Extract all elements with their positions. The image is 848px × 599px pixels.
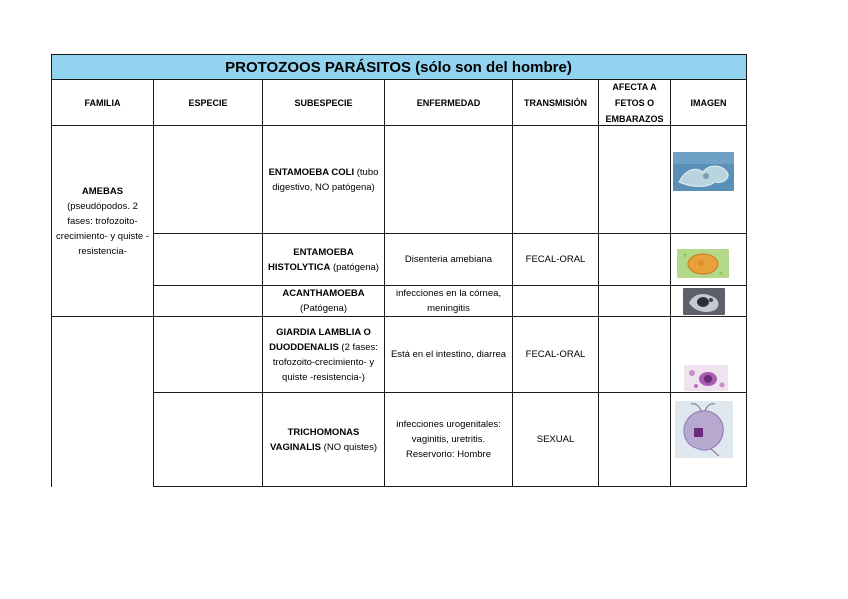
table-row	[263, 317, 384, 392]
acanthamoeba-image	[683, 288, 725, 315]
giardia-image	[684, 365, 728, 391]
table-row	[263, 393, 384, 486]
subespecie-name: ENTAMOEBA COLI	[268, 166, 355, 178]
table-title: PROTOZOOS PARÁSITOS (sólo son del hombre)	[225, 58, 572, 76]
enfermedad-cell: infecciones urogenitales: vaginitis, uretritis. Reservorio: Hombre	[396, 419, 501, 460]
subespecie-note: (patógena)	[330, 261, 379, 273]
transmision-cell	[513, 286, 598, 316]
header-subespecie: SUBESPECIE	[294, 97, 353, 108]
subespecie-name: ENTAMOEBA HISTOLYTICA	[268, 246, 354, 273]
familia-amebas-desc: (pseudópodos. 2 fases: trofozoito-crecimiento- y quiste - resistencia-	[56, 200, 149, 257]
subespecie-note: (tubo digestivo, NO patógena)	[272, 166, 379, 193]
table-row	[263, 126, 384, 233]
enfermedad-cell	[385, 126, 512, 233]
enfermedad-cell: Está en el intestino, diarrea	[390, 349, 507, 360]
header-familia: FAMILIA	[84, 97, 121, 108]
header-especie: ESPECIE	[188, 97, 228, 108]
familia-amebas-name: AMEBAS	[81, 185, 124, 197]
enfermedad-cell: infecciones en la córnea, meningitis	[395, 288, 502, 314]
header-afecta-fetos: AFECTA A FETOS O EMBARAZOS	[605, 81, 664, 124]
subespecie-name: GIARDIA LAMBLIA O DUODDENALIS	[269, 326, 371, 353]
transmision-cell	[513, 126, 598, 233]
table-row	[263, 234, 384, 285]
trichomonas-image	[675, 401, 733, 458]
header-transmision: TRANSMISIÓN	[524, 97, 587, 108]
subespecie-note: (2 fases: trofozoito-crecimiento- y quiste -resistencia-)	[272, 341, 378, 383]
entamoeba-histolytica-image	[677, 249, 729, 278]
subespecie-note: (NO quistes)	[321, 441, 377, 453]
subespecie-name: ACANTHAMOEBA	[282, 288, 365, 299]
familia-amebas-cell	[52, 126, 153, 316]
subespecie-name: TRICHOMONAS VAGINALIS	[270, 426, 360, 453]
transmision-cell: FECAL-ORAL	[525, 349, 586, 360]
enfermedad-cell: Disenteria amebiana	[404, 254, 493, 265]
header-imagen: IMAGEN	[690, 97, 727, 108]
table-row	[263, 286, 384, 316]
subespecie-note: (Patógena)	[299, 303, 347, 314]
entamoeba-coli-image	[673, 152, 734, 191]
transmision-cell: FECAL-ORAL	[525, 254, 586, 265]
transmision-cell: SEXUAL	[536, 434, 575, 445]
header-enfermedad: ENFERMEDAD	[416, 97, 481, 108]
